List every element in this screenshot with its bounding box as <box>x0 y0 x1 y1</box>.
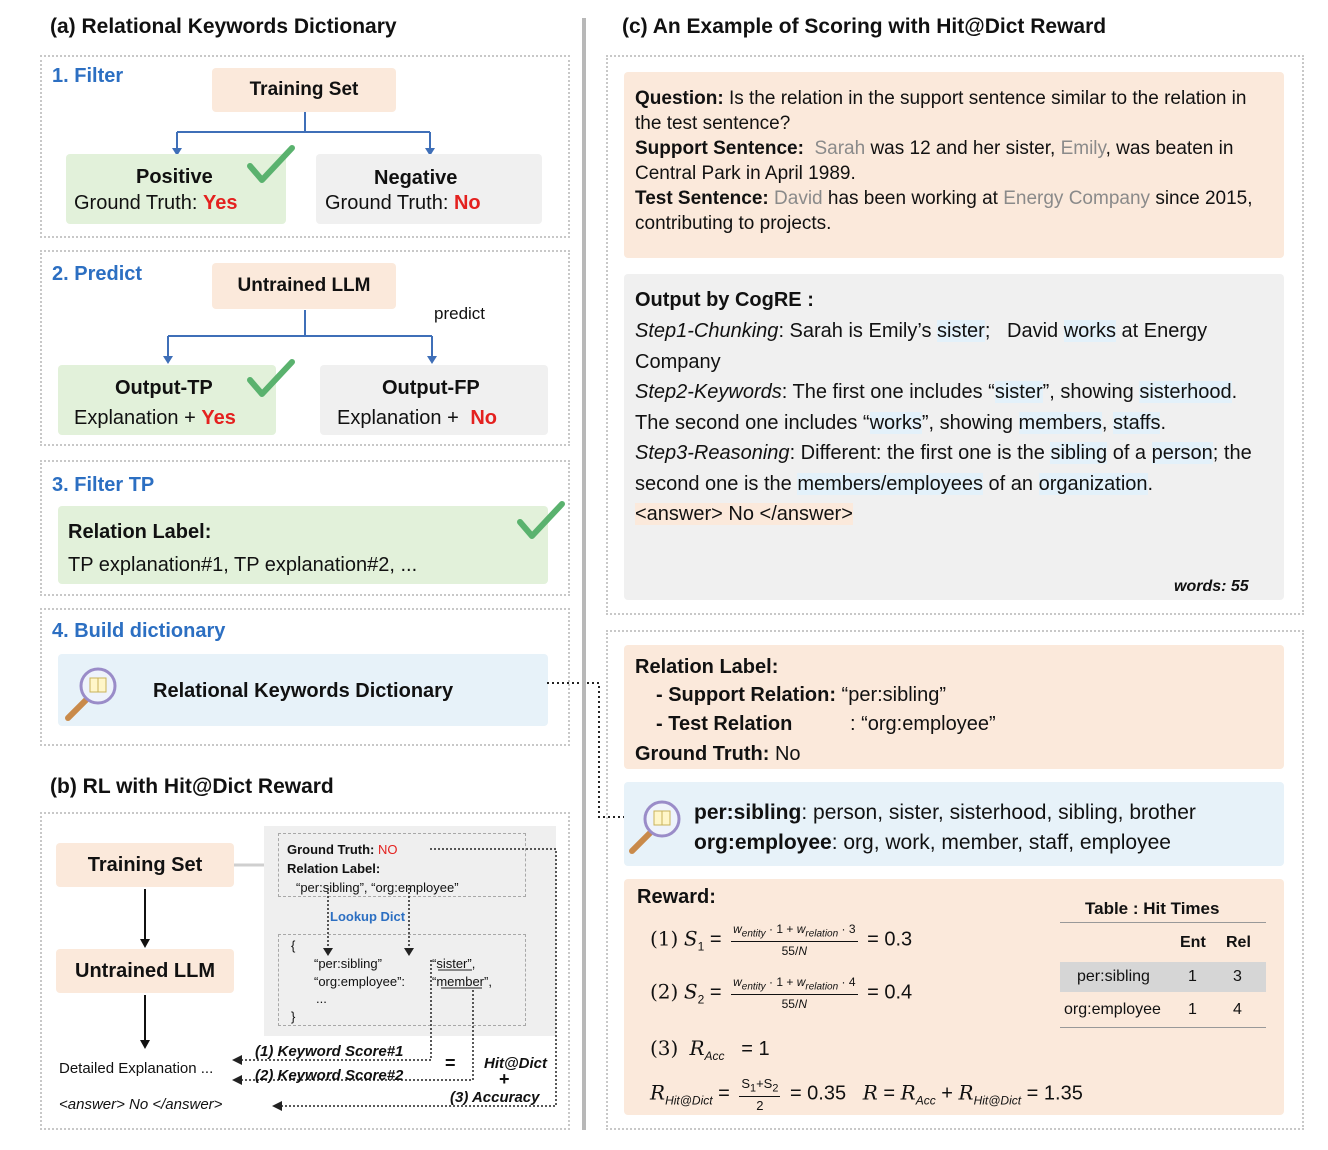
b-dict-close: } <box>291 1009 296 1024</box>
b-relation-label: Relation Label: <box>287 861 381 876</box>
test-relation-value: : “org:employee” <box>850 713 996 735</box>
question-block <box>635 86 1275 236</box>
fhit-result: = 0.35 <box>789 1082 847 1105</box>
output-fp-label: Output-FP <box>382 377 480 399</box>
formula-s2: (2) $S_2$ = $w_{entity} \cdot 1 + w_{relation} \cdot 4$ 55/N = 0.4 <box>650 975 913 1012</box>
output-fp-no: No <box>470 407 497 429</box>
support-entity2: Emily <box>1060 138 1106 159</box>
b-score1: (1) Keyword Score#1 <box>255 1043 404 1060</box>
b-score2: (2) Keyword Score#2 <box>255 1067 404 1084</box>
b-equals: = <box>445 1053 456 1073</box>
magnifier-book-icon <box>626 793 688 855</box>
b-flow-arrows <box>135 887 155 1057</box>
table-row1-rel: 3 <box>1233 968 1242 985</box>
formula-hitdict: $R_{Hit@Dict}$ = $\frac{S_1+S_2}{2}$ = 0.35 $R = R_{Acc} + R_{Hit@Dict} = 1.35$ <box>650 1076 1083 1113</box>
table-row2-label: org:employee <box>1064 1001 1161 1018</box>
c-gt-value: No <box>774 743 801 765</box>
b-ground-truth-value: NO <box>378 842 398 857</box>
output-title: Output by CogRE : <box>635 289 814 311</box>
words-value: 55 <box>1230 578 1249 595</box>
support-label: Support Sentence: <box>635 138 804 159</box>
question-text: Is the relation in the support sentence similar to the relation in the test sentence? <box>635 88 1247 134</box>
output-reasoning: Step1-Chunking: Sarah is Emily’s sister; David works at Energy Company Step2-Keywords: The first one includes “sister”, showing sisterhood. The second one includes “works”, showing members, staffs. Step3-Reasoning: Different: the first one is the sibling of a person; the second one is the members/employees of an organization. <answer> No </answer> <box>635 320 1252 525</box>
negative-ground-truth: Ground Truth: <box>325 192 449 214</box>
b-dict-open: { <box>291 938 296 953</box>
b-dict-val2: “member”, <box>432 974 492 989</box>
f2-result: = 0.4 <box>867 981 913 1004</box>
dictionary-label: Relational Keywords Dictionary <box>153 680 454 702</box>
c-dict-vals1: : person, sister, sisterhood, sibling, brother <box>801 801 1196 824</box>
magnifier-book-icon <box>62 660 124 722</box>
words-label: words: <box>1174 578 1227 595</box>
support-text1: was 12 and her sister, <box>870 138 1056 159</box>
output-tp-yes: Yes <box>201 407 236 429</box>
f1-result: = 0.3 <box>867 928 913 951</box>
negative-box <box>316 154 542 224</box>
b-dict-key1: “per:sibling” <box>314 956 382 971</box>
ftotal-result: = 1.35 <box>1026 1082 1083 1105</box>
c-answer: <answer> No </answer> <box>635 503 853 525</box>
predict-label: predict <box>434 304 486 323</box>
panel-c-title: (c) An Example of Scoring with Hit@Dict Reward <box>622 15 1107 38</box>
reward-title: Reward: <box>637 886 716 908</box>
test-entity1: David <box>774 188 823 209</box>
c-relation-label-title: Relation Label: <box>635 656 779 678</box>
positive-ground-truth: Ground Truth: <box>74 192 198 214</box>
test-entity2: Energy Company <box>1003 188 1151 209</box>
support-text2: , was beaten in Central Park in April 1989. <box>635 138 1234 184</box>
b-plus: + <box>499 1069 510 1089</box>
f3-result: = 1 <box>741 1038 770 1060</box>
table-row1-label: per:sibling <box>1077 968 1150 985</box>
b-dict-val1: “sister”, <box>432 956 476 971</box>
b-relations-text: “per:sibling”, “org:employee” <box>296 880 459 895</box>
check-icon <box>244 144 298 186</box>
output-tp-label: Output-TP <box>115 377 213 399</box>
negative-no: No <box>453 192 481 214</box>
untrained-llm-box: Untrained LLM <box>212 263 396 309</box>
panel-b-title: (b) RL with Hit@Dict Reward <box>50 775 334 798</box>
test-text2: since 2015, contributing to projects. <box>635 188 1253 234</box>
b-dict-ellipsis: ... <box>316 991 327 1006</box>
c-dict-key2: org:employee <box>694 831 832 854</box>
step3-label: Step3-Reasoning <box>635 442 790 464</box>
relation-label-box <box>58 506 548 584</box>
step2-label: Step2-Keywords <box>635 381 782 403</box>
table-row2-rel: 4 <box>1233 1001 1242 1018</box>
step1-tree-connector <box>160 110 450 160</box>
step4-title: 4. Build dictionary <box>52 620 226 642</box>
output-fp-box <box>320 365 548 435</box>
support-relation-value: “per:sibling” <box>841 684 947 706</box>
test-label: Test Sentence: <box>635 188 769 209</box>
positive-yes: Yes <box>202 192 238 214</box>
table-row1-ent: 1 <box>1188 968 1197 985</box>
panel-separator <box>582 18 586 1130</box>
formula-s1: (1) $S_1$ = $w_{entity} \cdot 1 + w_{relation} \cdot 3$ 55/N = 0.3 <box>650 922 913 959</box>
b-ground-truth-label: Ground Truth: <box>287 842 375 857</box>
step1-label: Step1-Chunking <box>635 320 779 342</box>
step2-title: 2. Predict <box>52 263 143 285</box>
b-hitdict: Hit@Dict <box>484 1055 547 1072</box>
dictionary-box <box>58 654 548 726</box>
b-training-set-box: Training Set <box>56 843 234 887</box>
lookup-dict-label: Lookup Dict <box>330 909 406 924</box>
table-title: Table : Hit Times <box>1085 899 1220 918</box>
step3-title: 3. Filter TP <box>52 474 155 496</box>
step1-title: 1. Filter <box>52 65 124 87</box>
b-detailed-explanation: Detailed Explanation ... <box>59 1060 214 1077</box>
question-label: Question: <box>635 88 724 109</box>
c-dict-vals2: : org, work, member, staff, employee <box>831 831 1171 854</box>
panel-a-title: (a) Relational Keywords Dictionary <box>50 15 397 38</box>
table-top-rule <box>1060 922 1266 923</box>
support-entity1: Sarah <box>814 138 866 159</box>
test-relation-label: - Test Relation <box>656 713 793 735</box>
formula-acc: (3) $R_{Acc}$ = 1 <box>650 1036 770 1063</box>
relation-label-text: Relation Label: <box>68 521 212 543</box>
positive-label: Positive <box>136 166 213 188</box>
table-header-ent: Ent <box>1180 934 1206 951</box>
support-relation-label: - Support Relation: <box>656 684 836 706</box>
c-dict-key1: per:sibling <box>694 801 802 824</box>
table-row2-ent: 1 <box>1188 1001 1197 1018</box>
test-text1: has been working at <box>827 188 998 209</box>
b-score3: (3) Accuracy <box>450 1089 540 1106</box>
negative-label: Negative <box>374 167 458 189</box>
output-fp-explanation: Explanation + <box>337 407 459 429</box>
b-answer: <answer> No </answer> <box>59 1096 223 1113</box>
output-tp-explanation: Explanation + <box>74 407 196 429</box>
tp-explanations-text: TP explanation#1, TP explanation#2, ... <box>68 554 418 576</box>
check-icon <box>244 358 298 400</box>
step2-tree-connector <box>160 308 450 368</box>
table-header-rel: Rel <box>1226 934 1251 951</box>
b-untrained-llm-box: Untrained LLM <box>56 949 234 993</box>
c-gt-label: Ground Truth: <box>635 743 770 765</box>
table-bottom-rule <box>1060 1027 1266 1028</box>
check-icon <box>514 500 568 542</box>
b-dict-key2: “org:employee”: <box>314 974 406 989</box>
training-set-box: Training Set <box>212 68 396 112</box>
